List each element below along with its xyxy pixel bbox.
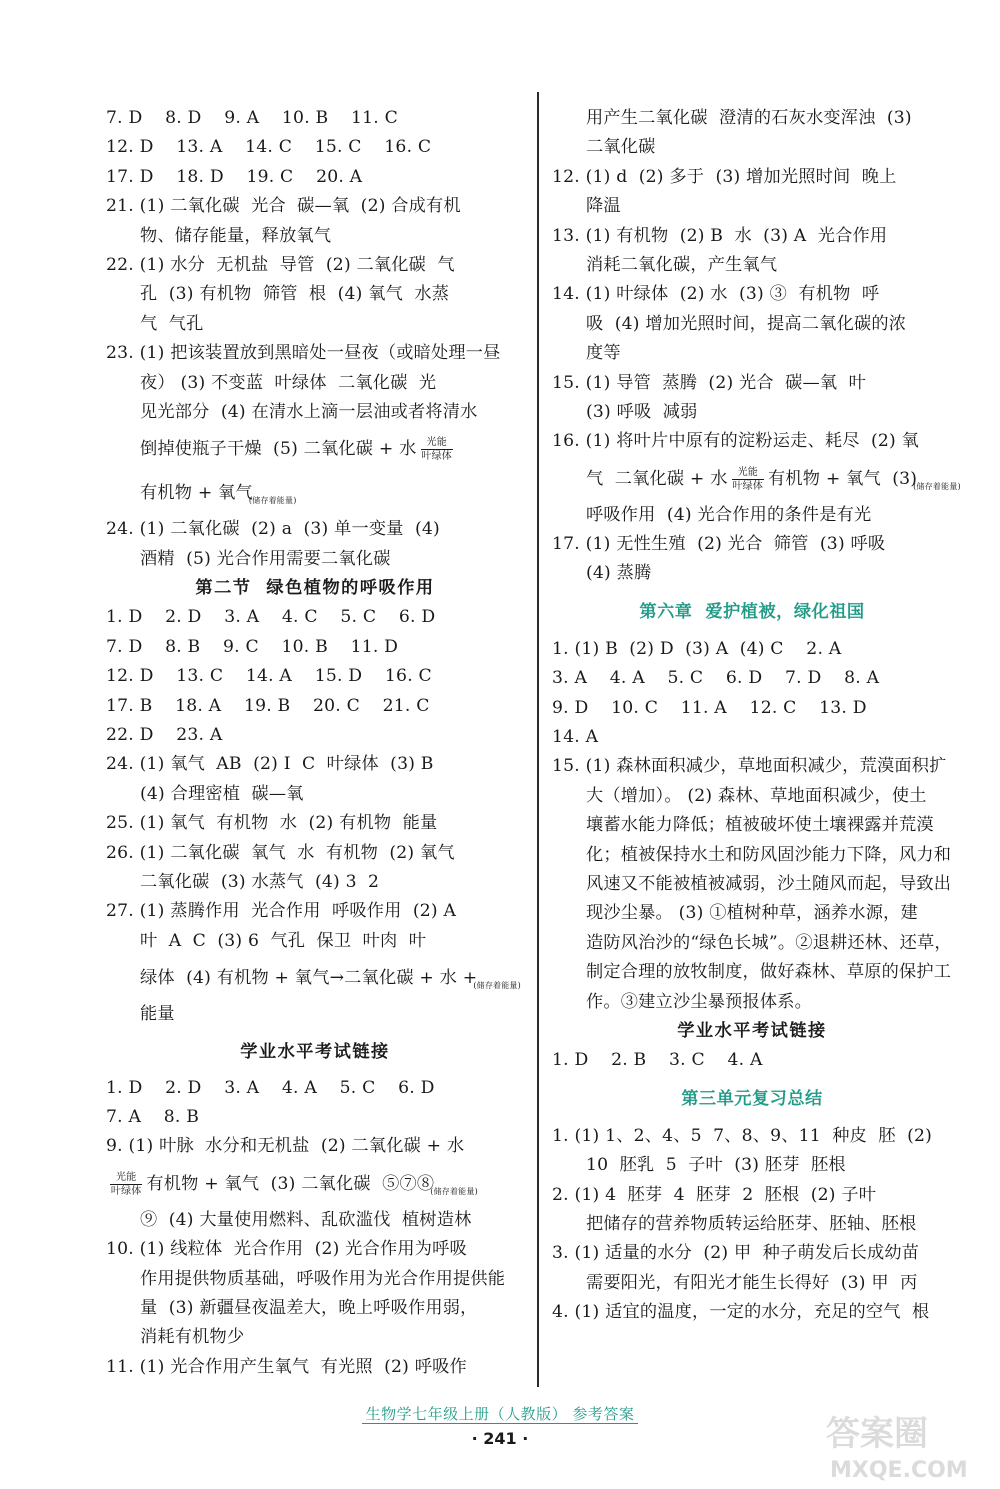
answer-text: 见光部分 (4) 在清水上滴一层油或者将清水 — [140, 401, 478, 422]
answer-line — [552, 530, 952, 559]
energy-note: (储存着能量) — [430, 1186, 478, 1196]
answer-text: 有机物 + 氧气 (3) — [768, 468, 918, 489]
answer-line — [552, 398, 952, 427]
answer-text: 降温 — [586, 196, 621, 217]
answer-line — [106, 1000, 524, 1029]
answer-line — [106, 750, 524, 779]
answer-line — [106, 1353, 524, 1382]
answer-text: 作。③建立沙尘暴预报体系。 — [586, 991, 813, 1012]
answer-text: 气 二氧化碳 + 水 — [586, 468, 728, 489]
answer-line — [552, 1181, 952, 1210]
answer-text: 3. A 4. A 5. C 6. D 7. D 8. A — [552, 668, 880, 689]
answer-line — [552, 427, 952, 456]
answer-text: 用产生二氧化碳 澄清的石灰水变浑浊 (3) — [586, 108, 912, 128]
answer-text: 1. (1) B (2) D (3) A (4) C 2. A — [552, 638, 842, 659]
answer-line — [106, 1323, 524, 1352]
section-heading — [552, 1076, 952, 1122]
answer-text: 1. (1) 1、2、4、5 7、8、9、11 种皮 胚 (2) — [552, 1125, 933, 1146]
answer-line — [552, 899, 952, 928]
answer-line — [106, 104, 524, 133]
answer-line — [106, 956, 524, 1000]
answer-line — [552, 280, 952, 309]
answer-line — [106, 398, 524, 427]
answer-line — [552, 635, 952, 664]
answer-line — [106, 339, 524, 368]
answer-line — [552, 163, 952, 192]
energy-note: (储存着能量) — [473, 981, 521, 991]
answer-line — [106, 369, 524, 398]
answer-text: 2. (1) 4 胚芽 4 胚芽 2 胚根 (2) 子叶 — [552, 1184, 877, 1205]
answer-line — [552, 310, 952, 339]
column-divider — [537, 92, 539, 1387]
answer-line — [106, 780, 524, 809]
answer-text: 能量 — [140, 1004, 175, 1025]
answer-line — [552, 1122, 952, 1151]
answer-line — [106, 633, 524, 662]
answer-line — [106, 427, 524, 471]
answer-line — [552, 251, 952, 280]
answer-line — [552, 664, 952, 693]
answer-line — [552, 133, 952, 162]
answer-text: 16. (1) 将叶片中原有的淀粉运走、耗尽 (2) 氧 — [552, 431, 919, 452]
answer-text: 13. (1) 有机物 (2) B 水 (3) A 光合作用 — [552, 225, 888, 246]
answer-text: 12. D 13. A 14. C 15. C 16. C — [106, 137, 432, 158]
right-column — [552, 104, 961, 1327]
answer-text: 造防风治沙的“绿色长城”。②退耕还林、还草， — [586, 932, 952, 953]
answer-line — [106, 515, 524, 544]
answer-text: 25. (1) 氧气 有机物 水 (2) 有机物 能量 — [106, 813, 438, 834]
answer-text: 7. D 8. B 9. C 10. B 11. D — [106, 636, 399, 657]
answer-text: 量 (3) 新疆昼夜温差大，晚上呼吸作用弱， — [140, 1297, 478, 1318]
answer-text: 11. (1) 光合作用产生氧气 有光照 (2) 呼吸作 — [106, 1356, 467, 1377]
watermark-text: 答案圈 — [826, 1414, 928, 1454]
answer-text: 吸 (4) 增加光照时间，提高二氧化碳的浓 — [586, 313, 907, 334]
answer-line — [552, 782, 952, 811]
answer-text: 呼吸作用 (4) 光合作用的条件是有光 — [586, 504, 872, 525]
answer-line — [552, 870, 952, 899]
reaction-condition-top: 光能 — [421, 437, 453, 450]
answer-text: 物、储存能量，释放氧气 — [140, 225, 332, 246]
section-heading — [106, 1030, 524, 1074]
answer-line — [552, 1298, 952, 1327]
answer-text: 壤蓄水能力降低；植被破坏使土壤裸露并荒漠 — [586, 815, 934, 836]
answer-line — [106, 1265, 524, 1294]
answer-text: 9. D 10. C 11. A 12. C 13. D — [552, 697, 867, 718]
answer-text: 23. (1) 把该装置放到黑暗处一昼夜（或暗处理一昼 — [106, 343, 501, 364]
answer-text: 22. D 23. A — [106, 725, 223, 746]
answer-line — [552, 222, 952, 251]
answer-line — [106, 1206, 524, 1235]
answer-text: 17. (1) 无性生殖 (2) 光合 筛管 (3) 呼吸 — [552, 534, 886, 555]
answer-text: 24. (1) 氧气 AB (2) Ⅰ C 叶绿体 (3) B — [106, 754, 434, 775]
answer-text: 10 胚乳 5 子叶 (3) 胚芽 胚根 — [586, 1155, 846, 1176]
answer-line — [106, 222, 524, 251]
answer-text: 风速又不能被植被减弱，沙土随风而起，导致出 — [586, 873, 952, 894]
answer-text: 气 气孔 — [140, 313, 204, 334]
answer-text: 1. D 2. D 3. A 4. C 5. C 6. D — [106, 607, 436, 628]
answer-text: 1. D 2. D 3. A 4. A 5. C 6. D — [106, 1077, 435, 1098]
reaction-condition-bottom: 叶绿体 — [421, 451, 453, 463]
energy-note: (储存着能量) — [913, 481, 961, 491]
answer-line — [106, 603, 524, 632]
answer-text: 4. (1) 适宜的温度，一定的水分，充足的空气 根 — [552, 1302, 930, 1323]
reaction-condition-top: 光能 — [732, 467, 764, 480]
answer-text: 10. (1) 线粒体 光合作用 (2) 光合作用为呼吸 — [106, 1239, 467, 1260]
answer-line — [106, 868, 524, 897]
answer-line — [552, 339, 952, 368]
answer-line — [106, 692, 524, 721]
answer-text: 7. A 8. B — [106, 1106, 200, 1127]
answer-line — [552, 104, 952, 133]
answer-text: 制定合理的放牧制度，做好森林、草原的保护工 — [586, 962, 952, 983]
answer-text: 9. (1) 叶脉 水分和无机盐 (2) 二氧化碳 + 水 — [106, 1136, 465, 1157]
answer-line — [106, 1162, 524, 1206]
answer-line — [106, 192, 524, 221]
section-heading — [552, 589, 952, 635]
answer-text: 15. (1) 导管 蒸腾 (2) 光合 碳—氧 叶 — [552, 372, 866, 393]
reaction-condition-top: 光能 — [110, 1172, 142, 1185]
answer-line — [106, 897, 524, 926]
reaction-condition-bottom: 叶绿体 — [732, 480, 764, 492]
answer-line — [106, 1294, 524, 1323]
answer-text: 第六章 爱护植被，绿化祖国 — [639, 601, 865, 622]
answer-text: 消耗有机物少 — [140, 1327, 245, 1348]
answer-text: 第二节 绿色植物的呼吸作用 — [195, 578, 435, 599]
answer-text: 有机物 + 氧气 (3) 二氧化碳 ⑤⑦⑧ — [146, 1173, 435, 1194]
answer-line — [552, 501, 952, 530]
answer-line — [552, 841, 952, 870]
answer-line — [106, 163, 524, 192]
left-column — [106, 104, 524, 1382]
answer-text: 二氧化碳 (3) 水蒸气 (4) 3 2 — [140, 871, 380, 892]
answer-line — [552, 988, 952, 1017]
answer-line — [552, 192, 952, 221]
answer-text: 有机物 + 氧气 — [140, 483, 253, 504]
answer-text: 12. D 13. C 14. A 15. D 16. C — [106, 666, 432, 687]
answer-text: 孔 (3) 有机物 筛管 根 (4) 氧气 水蒸 — [140, 284, 450, 305]
answer-text: (3) 呼吸 减弱 — [586, 401, 698, 422]
answer-line — [552, 811, 952, 840]
answer-text: 把储存的营养物质转运给胚芽、胚轴、胚根 — [586, 1213, 917, 1234]
answer-text: 学业水平考试链接 — [677, 1020, 827, 1041]
answer-line — [106, 310, 524, 339]
energy-note: (储存着能量) — [248, 496, 297, 506]
answer-line — [106, 721, 524, 750]
reaction-arrow-condition — [110, 1172, 142, 1197]
answer-text: 14. (1) 叶绿体 (2) 水 (3) ③ 有机物 呼 — [552, 284, 880, 305]
answer-text: 二氧化碳 — [586, 137, 656, 158]
answer-text: 需要阳光，有阳光才能生长得好 (3) 甲 丙 — [586, 1272, 918, 1293]
answer-line — [106, 1103, 524, 1132]
answer-text: 1. D 2. B 3. C 4. A — [552, 1050, 763, 1071]
page-number: · 241 · — [471, 1429, 529, 1448]
answer-line — [106, 927, 524, 956]
answer-text: (4) 蒸腾 — [586, 563, 652, 584]
reaction-arrow-condition — [421, 437, 453, 462]
answer-text: 学业水平考试链接 — [240, 1041, 390, 1062]
answer-text: 7. D 8. D 9. A 10. B 11. C — [106, 108, 398, 128]
answer-line — [106, 133, 524, 162]
answer-text: 消耗二氧化碳，产生氧气 — [586, 254, 778, 275]
answer-line — [552, 369, 952, 398]
footer-book-title: 生物学七年级上册（人教版） 参考答案 — [0, 1403, 1000, 1424]
answer-text: 17. D 18. D 19. C 20. A — [106, 166, 363, 187]
answer-line — [552, 559, 952, 588]
answer-text: 酒精 (5) 光合作用需要二氧化碳 — [140, 548, 391, 569]
answer-text: 叶 A C (3) 6 气孔 保卫 叶肉 叶 — [140, 930, 427, 951]
answer-text: 14. A — [552, 727, 599, 748]
answer-line — [552, 958, 952, 987]
answer-line — [552, 694, 952, 723]
answer-text: 26. (1) 二氧化碳 氧气 水 有机物 (2) 氧气 — [106, 842, 455, 863]
answer-line — [552, 1269, 952, 1298]
answer-text: ⑨ (4) 大量使用燃料、乱砍滥伐 植树造林 — [140, 1209, 472, 1230]
answer-text: 化；植被保持水土和防风固沙能力下降，风力和 — [586, 844, 952, 865]
answer-line — [552, 1151, 952, 1180]
answer-line — [106, 545, 524, 574]
answer-text: 15. (1) 森林面积减少，草地面积减少，荒漠面积扩 — [552, 756, 947, 777]
answer-text: 绿体 (4) 有机物 + 氧气→二氧化碳 + 水 + — [140, 968, 478, 989]
answer-line — [106, 662, 524, 691]
watermark-url: MXQE.COM — [830, 1458, 968, 1483]
answer-line — [552, 1239, 952, 1268]
answer-text: 27. (1) 蒸腾作用 光合作用 呼吸作用 (2) A — [106, 901, 457, 922]
answer-text: 作用提供物质基础，呼吸作用为光合作用提供能 — [140, 1268, 506, 1289]
answer-line — [552, 929, 952, 958]
answer-line — [106, 1235, 524, 1264]
answer-line — [106, 1074, 524, 1103]
answer-line — [106, 809, 524, 838]
answer-text: 12. (1) d (2) 多于 (3) 增加光照时间 晚上 — [552, 166, 897, 187]
answer-line — [552, 752, 952, 781]
section-heading — [106, 574, 524, 603]
section-heading — [552, 1017, 952, 1046]
answer-text: 大（增加）。 (2) 森林、草地面积减少，使土 — [586, 785, 927, 806]
answer-line — [552, 457, 961, 501]
answer-line — [106, 1132, 524, 1161]
watermark-logo — [818, 1403, 988, 1483]
answer-text: 21. (1) 二氧化碳 光合 碳—氧 (2) 合成有机 — [106, 196, 461, 217]
answer-line — [552, 1046, 952, 1075]
answer-text: 第三单元复习总结 — [681, 1088, 823, 1109]
answer-text: 3. (1) 适量的水分 (2) 甲 种子萌发后长成幼苗 — [552, 1243, 920, 1264]
answer-line — [106, 280, 524, 309]
answer-text: 度等 — [586, 343, 621, 364]
answer-text: 倒掉使瓶子干燥 (5) 二氧化碳 + 水 — [140, 439, 417, 460]
answer-line — [552, 1210, 952, 1239]
answer-line — [106, 839, 524, 868]
answer-text: (4) 合理密植 碳—氧 — [140, 783, 304, 804]
answer-line — [106, 471, 524, 515]
answer-text: 17. B 18. A 19. B 20. C 21. C — [106, 695, 430, 716]
answer-line — [552, 723, 952, 752]
reaction-condition-bottom: 叶绿体 — [110, 1185, 142, 1197]
reaction-arrow-condition — [732, 467, 764, 492]
answer-text: 24. (1) 二氧化碳 (2) a (3) 单一变量 (4) — [106, 519, 440, 540]
answer-text: 22. (1) 水分 无机盐 导管 (2) 二氧化碳 气 — [106, 254, 455, 275]
answer-line — [106, 251, 524, 280]
answer-text: 夜） (3) 不变蓝 叶绿体 二氧化碳 光 — [140, 372, 437, 393]
answer-text: 现沙尘暴。 (3) ①植树种草，涵养水源，建 — [586, 903, 918, 924]
